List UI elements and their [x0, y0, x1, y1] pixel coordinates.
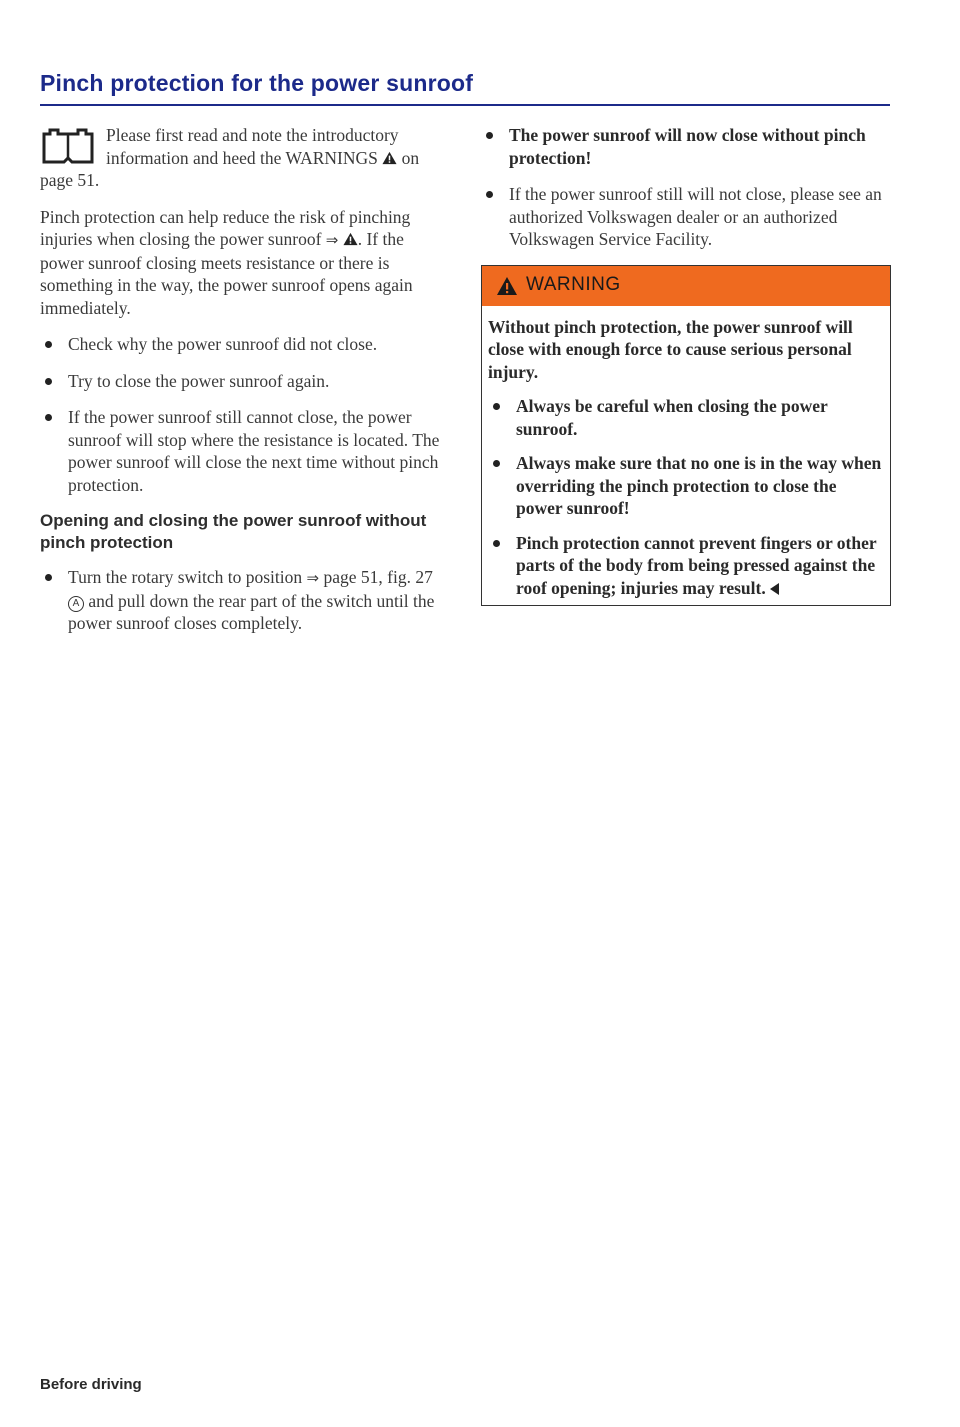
pinch-protection-paragraph: [40, 206, 450, 320]
intro-text-b: on page 51.: [40, 147, 420, 190]
list-item: If the power sunroof still cannot close, the power sunroof will stop where the resistance is located. The power sunroof will close the next time without pinch protection.: [40, 406, 450, 496]
arrow-right-icon: ⇒: [325, 231, 339, 249]
bullet-icon: [493, 460, 500, 467]
footer-section-label: Before driving: [40, 1376, 142, 1393]
warning-triangle-icon: [496, 276, 518, 296]
end-of-section-icon: [770, 583, 779, 595]
intro-note: [40, 124, 450, 192]
warning-heading: WARNING: [526, 274, 621, 296]
para1-text-a: Pinch protection can help reduce the risk of pinching injuries when closing the power sunroof: [40, 206, 411, 249]
bullet-icon: [493, 540, 500, 547]
page-title: Pinch protection for the power sunroof: [40, 70, 474, 96]
warning-triangle-icon: [382, 151, 397, 165]
para1-text-b: . If the power sunroof closing meets resistance or there is something in the way, the power sunroof opens again immediately.: [40, 229, 413, 318]
intro-text-a: Please first read and note the introductory information and heed the WARNINGS: [106, 125, 399, 168]
bullet-icon: [45, 378, 52, 385]
list-item: Always be careful when closing the power sunroof.: [488, 395, 884, 440]
bullet-icon: [493, 403, 500, 410]
warning-triangle-icon: [343, 232, 358, 246]
section-subheading: Opening and closing the power sunroof without pinch protection: [40, 511, 427, 552]
list-item: If the power sunroof still will not close, please see an authorized Volkswagen dealer or an authorized Volkswagen Service Facility.: [481, 183, 891, 251]
list-item: Check why the power sunroof did not close.: [40, 333, 450, 356]
warning-header: [482, 266, 890, 306]
right-column: [481, 124, 891, 606]
list-item: The power sunroof will now close without pinch protection!: [481, 124, 891, 169]
warning-box: [481, 265, 891, 607]
bullet-icon: [45, 574, 52, 581]
position-a-icon: A: [68, 596, 84, 612]
left-column: [40, 124, 450, 649]
list-item: Try to close the power sunroof again.: [40, 370, 450, 393]
arrow-right-icon: ⇒: [306, 569, 320, 587]
warning-body: [482, 306, 890, 600]
book-icon: [40, 128, 96, 166]
list-item: Turn the rotary switch to position ⇒ page 51, fig. 27 A and pull down the rear part of the switch until the power sunroof closes completely.: [40, 566, 450, 635]
warning-lead: Without pinch protection, the power sunroof will close with enough force to cause serious personal injury.: [488, 316, 853, 382]
list-item: Pinch protection cannot prevent fingers or other parts of the body from being pressed against the roof opening; injuries may result.: [488, 532, 884, 600]
title-rule: [40, 104, 890, 106]
list-item: Always make sure that no one is in the way when overriding the pinch protection to close the power sunroof!: [488, 452, 884, 520]
bullet-icon: [45, 414, 52, 421]
bullet-icon: [486, 191, 493, 198]
bullet-icon: [486, 132, 493, 139]
bullet-icon: [45, 341, 52, 348]
